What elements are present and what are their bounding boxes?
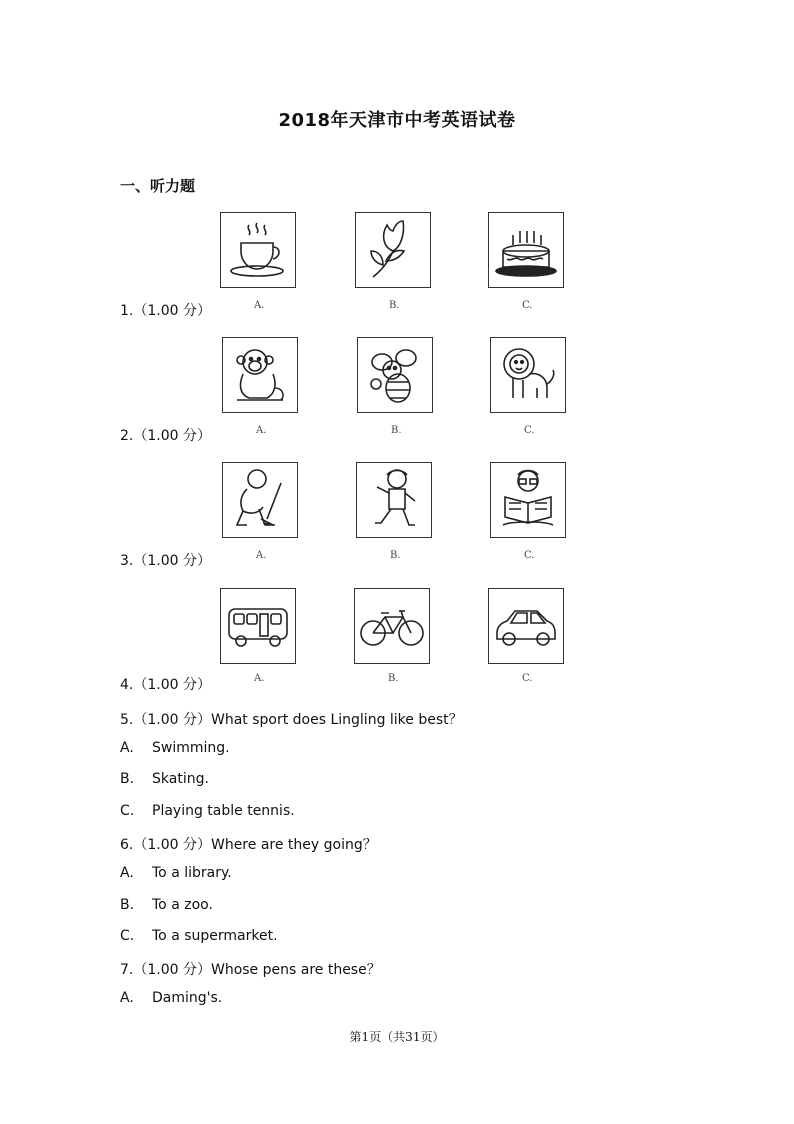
- question-6-option-b: B. To a zoo.: [120, 897, 213, 913]
- page-footer: 第1页（共31页）: [349, 1030, 445, 1044]
- question-6-option-a: A. To a library.: [120, 865, 232, 881]
- option-a-label: A.: [254, 300, 265, 311]
- question-5-text: 5.（1.00 分）What sport does Lingling like best？: [120, 712, 463, 728]
- question-6-option-c: C. To a supermarket.: [120, 928, 278, 944]
- bee-icon: [357, 337, 433, 413]
- question-4-label: 4.（1.00 分）: [120, 677, 211, 693]
- birthday-cake-icon: [488, 212, 564, 288]
- lion-icon: [490, 337, 566, 413]
- question-2-label: 2.（1.00 分）: [120, 428, 211, 444]
- option-a-label: A.: [256, 425, 267, 436]
- monkey-icon: [222, 337, 298, 413]
- option-b-label: B.: [389, 300, 400, 311]
- option-c-label: C.: [524, 550, 535, 561]
- section-heading: 一、听力题: [120, 177, 196, 195]
- question-6-text: 6.（1.00 分）Where are they going？: [120, 837, 377, 853]
- bicycle-icon: [354, 588, 430, 664]
- teacup-icon: [220, 212, 296, 288]
- question-7-text: 7.（1.00 分）Whose pens are these？: [120, 962, 381, 978]
- question-5-option-b: B. Skating.: [120, 771, 209, 787]
- option-c-label: C.: [522, 673, 533, 684]
- option-b-label: B.: [388, 673, 399, 684]
- question-1-label: 1.（1.00 分）: [120, 303, 211, 319]
- option-c-label: C.: [524, 425, 535, 436]
- option-a-label: A.: [254, 673, 265, 684]
- sweeping-man-icon: [222, 462, 298, 538]
- option-c-label: C.: [522, 300, 533, 311]
- option-b-label: B.: [390, 550, 401, 561]
- option-b-label: B.: [391, 425, 402, 436]
- dancing-boy-icon: [356, 462, 432, 538]
- bus-icon: [220, 588, 296, 664]
- question-7-option-a: A. Daming's.: [120, 990, 223, 1006]
- flower-icon: [355, 212, 431, 288]
- option-a-label: A.: [256, 550, 267, 561]
- reading-boy-icon: [490, 462, 566, 538]
- page-title: 2018年天津市中考英语试卷: [278, 110, 516, 131]
- question-5-option-a: A. Swimming.: [120, 740, 230, 756]
- question-5-option-c: C. Playing table tennis.: [120, 803, 295, 819]
- car-icon: [488, 588, 564, 664]
- question-3-label: 3.（1.00 分）: [120, 553, 211, 569]
